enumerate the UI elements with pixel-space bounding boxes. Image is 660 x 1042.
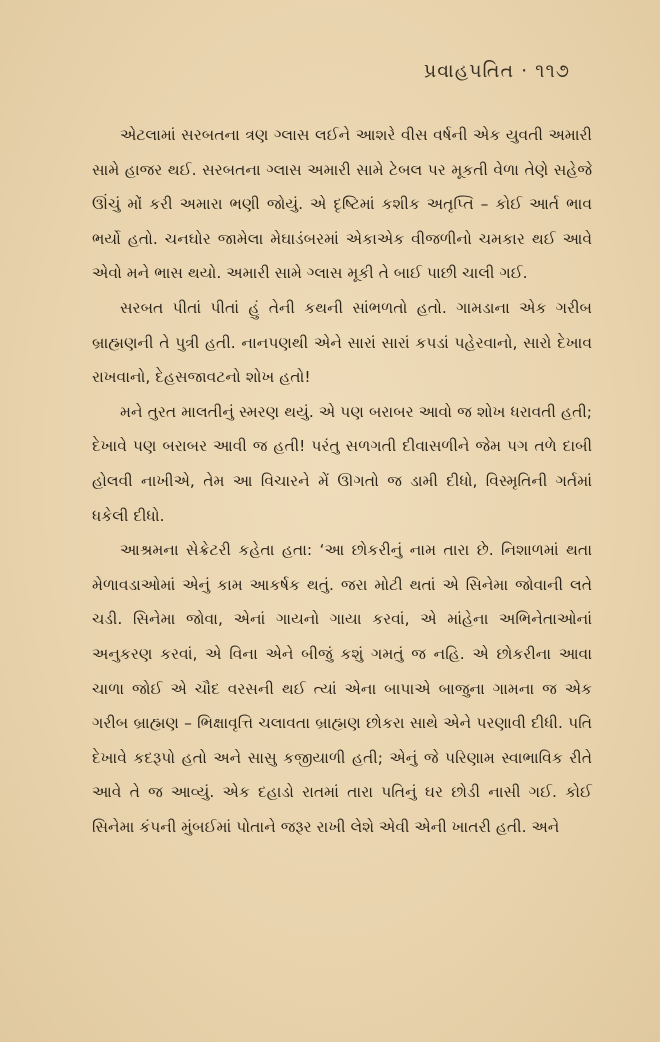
paragraph-3: મને તુરત માલતીનું સ્મરણ થયું. એ પણ બરાબર આવો જ શોખ ધરાવતી હતી; દેખાવે પણ બરાબર આવી જ હતી! પરંતુ સળગતી દીવાસળીને જેમ પગ તળે દાબી હોલવી નાખીએ, તેમ આ વિચારને મેં ઊગતો જ ડામી દીધો, વિસ્મૃતિની ગર્તમાં ધકેલી દીધો.	[92, 402, 592, 525]
running-header: પ્રવાહપતિત · ૧૧૭	[423, 60, 570, 82]
paragraph-2: સરબત પીતાં પીતાં હું તેની કથની સાંભળતો હતો. ગામડાના એક ગરીબ બ્રાહ્મણની તે પુત્રી હતી. નાનપણથી એને સારાં સારાં કપડાં પહેરવાનો, સારો દેખાવ રાખવાનો, દેહસજાવટનો શોખ હતો!	[92, 298, 592, 387]
paragraph-1: એટલામાં સરબતના ત્રણ ગ્લાસ લઈને આશરે વીસ વર્ષની એક યુવતી અમારી સામે હાજર થઈ. સરબતના ગ્લાસ અમારી સામે ટેબલ પર મૂકતી વેળા તેણે સહેજે ઊંચું મોં કરી અમારા ભણી જોયું. એ દૃષ્ટિમાં કશીક અતૃપ્તિ – કોઈ આર્ત ભાવ ભર્યો હતો. ચનઘોર જામેલા મેઘાડંબરમાં એકાએક વીજળીનો ચમકાર થઈ આવે એવો મને ભાસ થયો. અમારી સામે ગ્લાસ મૂકી તે બાઈ પાછી ચાલી ગઈ.	[92, 126, 592, 283]
body-text	[92, 118, 592, 844]
paragraph-4: આશ્રમના સેક્રેટરી કહેતા હતા: ‘આ છોકરીનું નામ તારા છે. નિશાળમાં થતા મેળાવડાઓમાં એનું કામ આકર્ષક થતું. જરા મોટી થતાં એ સિનેમા જોવાની લતે ચડી. સિનેમા જોવા, એનાં ગાયનો ગાયા કરવાં, એ માંહેના અભિનેતાઓનાં અનુકરણ કરવાં, એ વિના એને બીજું કશું ગમતું જ નહિ. એ છોકરીના આવા ચાળા જોઈ એ ચૌદ વરસની થઈ ત્યાં એના બાપાએ બાજુના ગામના જ એક ગરીબ બ્રાહ્મણ – ભિક્ષાવૃત્તિ ચલાવતા બ્રાહ્મણ છોકરા સાથે એને પરણાવી દીધી. પતિ દેખાવે કદરૂપો હતો અને સાસુ કજીયાળી હતી; એનું જે પરિણામ સ્વાભાવિક રીતે આવે તે જ આવ્યું. એક દહાડો રાતમાં તારા પતિનું ઘર છોડી નાસી ગઈ. કોઈ સિનેમા કંપની મુંબઈમાં પોતાને જરૂર રાખી લેશે એવી એની ખાતરી હતી. અને	[92, 541, 592, 836]
